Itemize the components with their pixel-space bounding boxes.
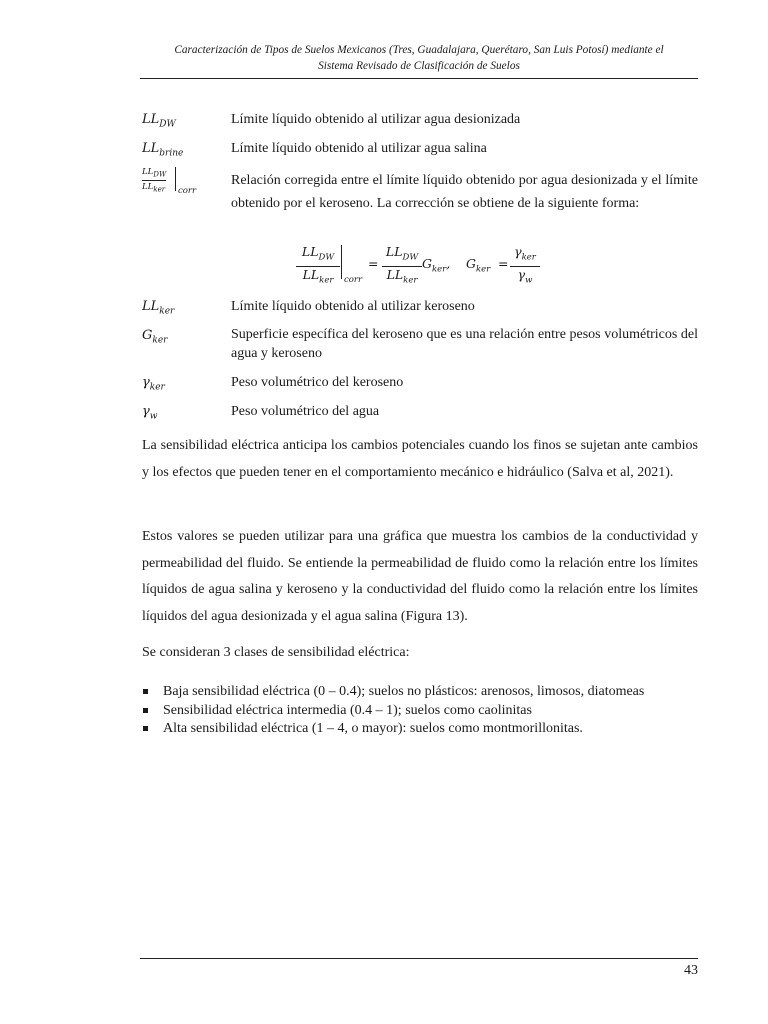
definition-text: Límite líquido obtenido al utilizar agua desionizada <box>231 112 521 127</box>
bullet-square-icon <box>143 689 148 694</box>
equation-gamma-fraction: $\gamma_{ker}$ $\gamma_w$ <box>510 244 540 288</box>
header-line-1: Caracterización de Tipos de Suelos Mexicanos (Tres, Guadalajara, Querétaro, San Luis Potosí) mediante el <box>174 44 664 56</box>
bullet-square-icon <box>143 726 148 731</box>
header-line-2: Sistema Revisado de Clasificación de Suelos <box>318 60 520 72</box>
symbol: $\gamma_{ker}$ <box>142 375 165 393</box>
footer-rule <box>140 958 698 959</box>
header-rule <box>140 78 698 79</box>
definition-text: Relación corregida entre el límite líquido obtenido por agua desionizada y el límite obtenido por el keroseno. La corrección se obtiene de la siguiente forma: <box>231 173 698 211</box>
list-item: Alta sensibilidad eléctrica (1 – 4, o mayor): suelos como montmorillonitas. <box>142 720 698 739</box>
symbol: $LL_{brine}$ <box>142 141 184 159</box>
paragraph-valores: Estos valores se pueden utilizar para una gráfica que muestra los cambios de la conductividad y permeabilidad del fluido. Se entiende la permeabilidad de fluido como la relación entre los límites líquidos de agua salina y keroseno y la conductividad del fluido como la relación entre los límites líquidos del agua desionizada y el agua salina (Figura 13). <box>142 529 698 624</box>
definition-text: Límite líquido obtenido al utilizar agua salina <box>231 141 487 156</box>
definition-text: Límite líquido obtenido al utilizar keroseno <box>231 299 475 314</box>
page-number: 43 <box>684 963 698 978</box>
correction-equation: $LL_{DW}$ $LL_{ker}$ corr = $LL_{DW}$ $LL_{ker}$ $G_{ker}$, $G_{ker}$ = $\gamma_{ker}$ $\gamma_w$ <box>296 244 556 290</box>
symbol: $LL_{ker}$ <box>142 299 175 317</box>
symbol: $\gamma_w$ <box>142 404 158 422</box>
paragraph-sensibilidad: La sensibilidad eléctrica anticipa los cambios potenciales cuando los finos se sujetan ante cambios y los efectos que pueden tener en el comportamiento mecánico e hidráulico (Salva et al, 2021). <box>142 438 698 480</box>
paragraph-clases: Se consideran 3 clases de sensibilidad eléctrica: <box>142 645 410 660</box>
list-item: Sensibilidad eléctrica intermedia (0.4 – 1); suelos como caolinitas <box>142 702 698 721</box>
definition-text: Peso volumétrico del agua <box>231 404 380 419</box>
list-item: Baja sensibilidad eléctrica (0 – 0.4); suelos no plásticos: arenosos, limosos, diatomeas <box>142 683 698 702</box>
running-header <box>140 42 698 74</box>
symbol-fraction: $LL_{DW}$ $LL_{ker}$ corr <box>142 167 197 196</box>
equation-rhs-fraction: $LL_{DW}$ $LL_{ker}$ <box>382 244 422 288</box>
sensitivity-class-list <box>142 683 698 739</box>
definition-text: Peso volumétrico del keroseno <box>231 375 404 390</box>
symbol: $LL_{DW}$ <box>142 112 176 130</box>
equation-lhs-fraction: $LL_{DW}$ $LL_{ker}$ <box>296 244 340 288</box>
symbol: $G_{ker}$ <box>142 328 168 346</box>
bullet-square-icon <box>143 708 148 713</box>
definition-text: Superficie específica del keroseno que es una relación entre pesos volumétricos del agua y keroseno <box>231 327 698 361</box>
